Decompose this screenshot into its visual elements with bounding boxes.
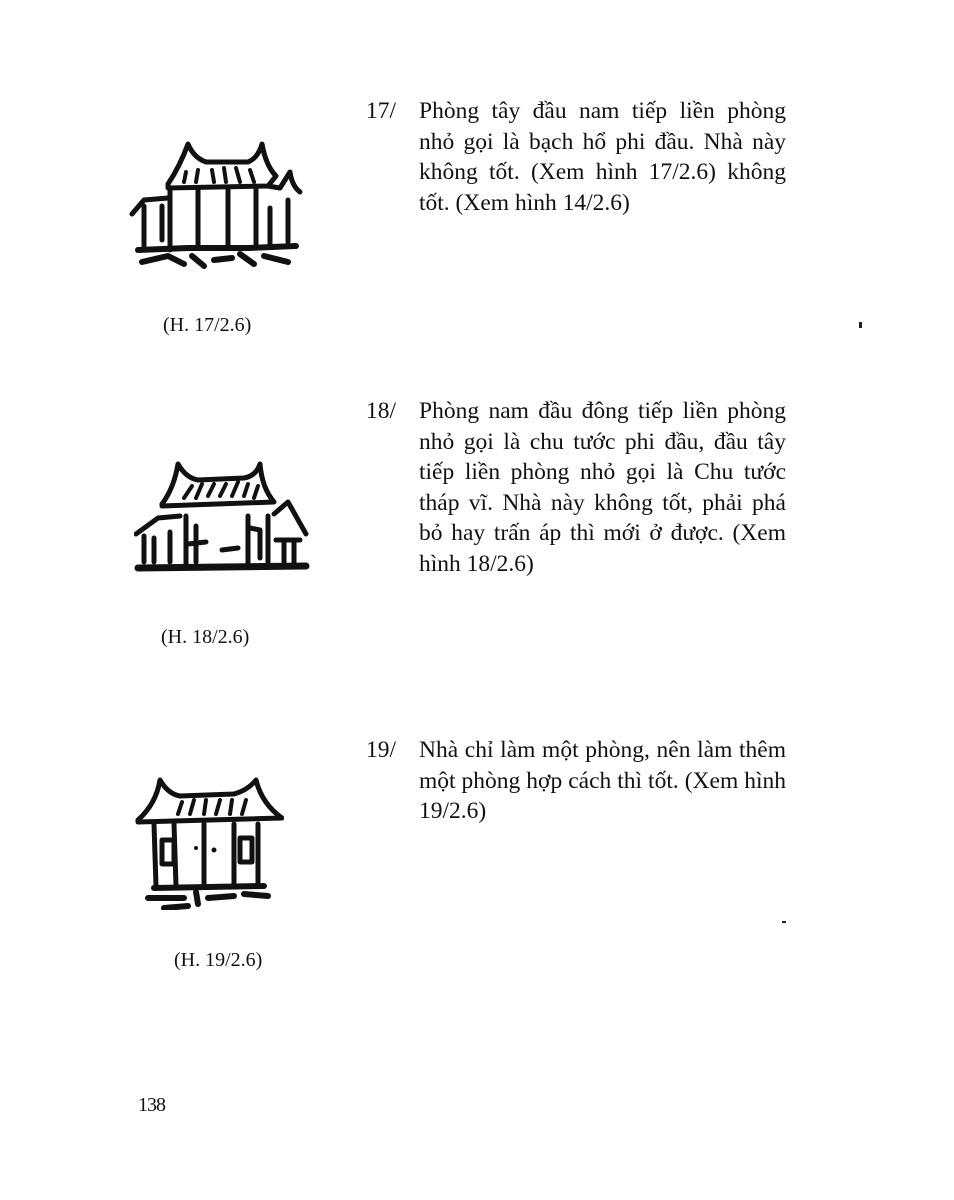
figure-19	[134, 774, 284, 910]
entry-17	[366, 96, 786, 218]
scan-speck	[782, 921, 786, 923]
single-room-house-icon	[134, 774, 284, 910]
entry-17-text: Phòng tây đầu nam tiếp liền phòng nhỏ gọi là bạch hổ phi đầu. Nhà này không tốt. (Xem hình 17/2.6) không tốt. (Xem hình 14/2.6)	[419, 98, 786, 216]
entry-18-number: 18/	[366, 398, 397, 424]
house-with-side-rooms-icon	[128, 136, 304, 272]
house-with-wings-icon	[134, 458, 310, 578]
entry-19	[366, 735, 786, 827]
entry-18-text: Phòng nam đầu đông tiếp liền phòng nhỏ gọi là chu tước phi đầu, đầu tây tiếp liền phòng nhỏ gọi là Chu tước tháp vĩ. Nhà này không tốt, phải phá bỏ hay trấn áp thì mới ở được. (Xem hình 18/2.6)	[419, 398, 786, 577]
page-number: 138	[138, 1094, 165, 1116]
figure-17	[128, 136, 304, 272]
figure-17-caption: (H. 17/2.6)	[163, 314, 252, 336]
entry-19-number: 19/	[366, 737, 397, 763]
scan-speck	[859, 322, 862, 328]
entry-17-number: 17/	[366, 98, 397, 124]
figure-18-caption: (H. 18/2.6)	[161, 626, 250, 648]
entry-19-text: Nhà chỉ làm một phòng, nên làm thêm một phòng hợp cách thì tốt. (Xem hình 19/2.6)	[419, 737, 786, 824]
entry-18	[366, 396, 786, 579]
figure-19-caption: (H. 19/2.6)	[174, 949, 263, 971]
figure-18	[134, 458, 310, 578]
